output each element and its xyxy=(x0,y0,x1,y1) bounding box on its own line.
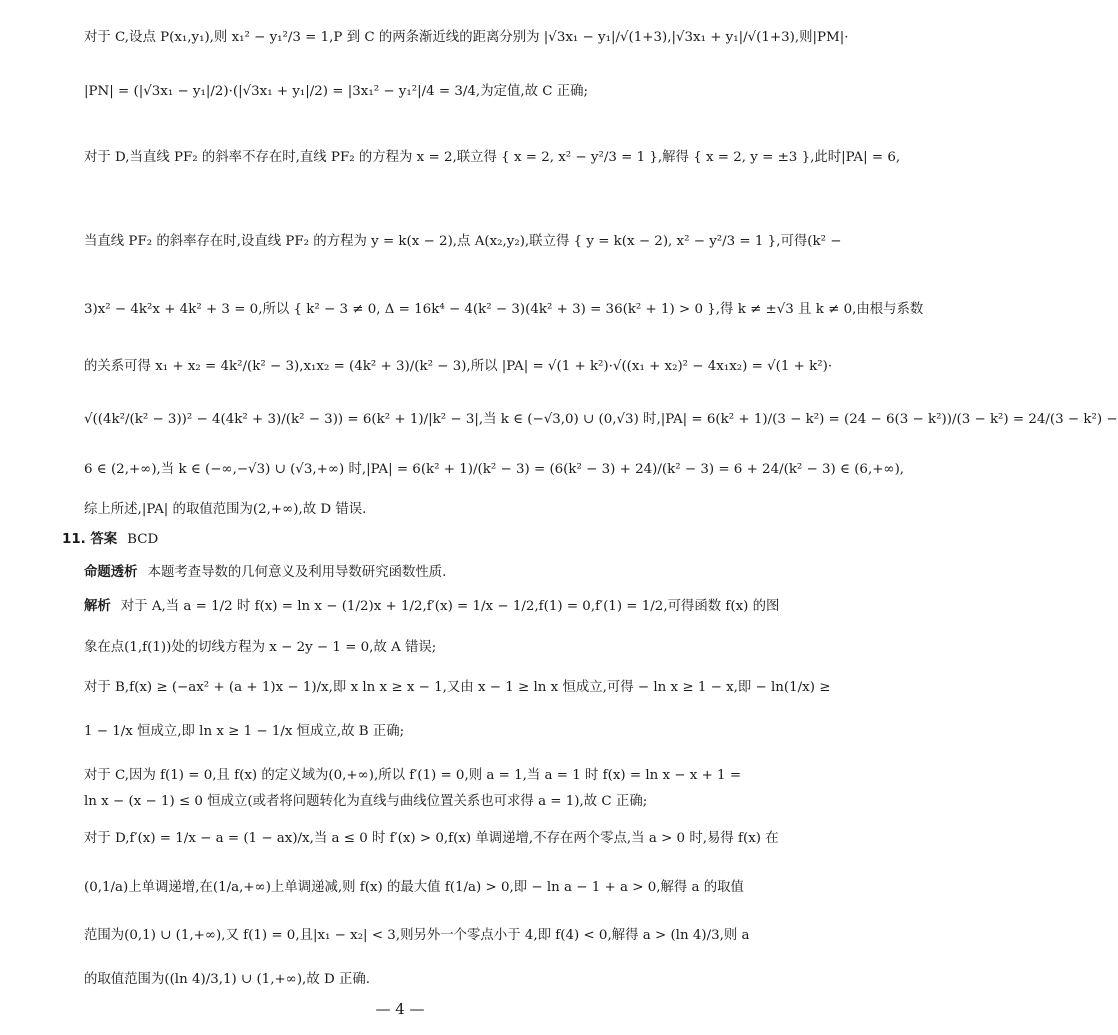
answer-value: BCD xyxy=(127,532,159,547)
answer-line xyxy=(62,530,760,550)
section-label: 命题透析 xyxy=(84,565,138,580)
text-line: 对于 C,设点 P(x₁,y₁),则 x₁² − y₁²/3 = 1,P 到 C 的两条渐近线的距离分别为 |√3x₁ − y₁|/√(1+3),|√3x₁ + y₁|/√(1+3),则|PM|· xyxy=(84,30,849,45)
text-line: (0,1/a)上单调递增,在(1/a,+∞)上单调递减,则 f(x) 的最大值 f(1/a) > 0,即 − ln a − 1 + a > 0,解得 a 的取值 xyxy=(84,880,744,895)
text-line: 当直线 PF₂ 的斜率存在时,设直线 PF₂ 的方程为 y = k(x − 2),点 A(x₂,y₂),联立得 { y = k(x − 2), x² − y²/3 = 1 },可得(k² − xyxy=(84,234,842,249)
section-label: 解析 xyxy=(84,599,111,614)
text-line: 象在点(1,f(1))处的切线方程为 x − 2y − 1 = 0,故 A 错误; xyxy=(84,640,437,655)
text-line: ln x − (x − 1) ≤ 0 恒成立(或者将问题转化为直线与曲线位置关系也可求得 a = 1),故 C 正确; xyxy=(84,794,648,809)
text-line: |PN| = (|√3x₁ − y₁|/2)·(|√3x₁ + y₁|/2) = |3x₁² − y₁²|/4 = 3/4,为定值,故 C 正确; xyxy=(84,84,589,99)
text-line: 对于 B,f(x) ≥ (−ax² + (a + 1)x − 1)/x,即 x ln x ≥ x − 1,又由 x − 1 ≥ ln x 恒成立,可得 − ln x ≥ 1 − x,即 − ln(1/x) ≥ xyxy=(84,680,831,695)
text-line: 1 − 1/x 恒成立,即 ln x ≥ 1 − 1/x 恒成立,故 B 正确; xyxy=(84,724,405,739)
text-line: 3)x² − 4k²x + 4k² + 3 = 0,所以 { k² − 3 ≠ 0, Δ = 16k⁴ − 4(k² − 3)(4k² + 3) = 36(k² + 1) > 0 },得 k ≠ ±√3 且 k ≠ 0,由根与系数 xyxy=(84,302,924,317)
text-line: 的关系可得 x₁ + x₂ = 4k²/(k² − 3),x₁x₂ = (4k² + 3)/(k² − 3),所以 |PA| = √(1 + k²)·√((x₁ + x₂)² − 4x₁x₂) = √(1 + k²)· xyxy=(84,359,833,374)
text-line: 对于 D,f′(x) = 1/x − a = (1 − ax)/x,当 a ≤ 0 时 f′(x) > 0,f(x) 单调递增,不存在两个零点,当 a > 0 时,易得 f(x) 在 xyxy=(84,831,779,846)
text-line: √((4k²/(k² − 3))² − 4(4k² + 3)/(k² − 3)) = 6(k² + 1)/|k² − 3|,当 k ∈ (−√3,0) ∪ (0,√3) 时,|PA| = 6(k² + 1)/(3 − k²) = (24 − 6(3 − k²))/(3 − k²) = 24/(3 − k²) − xyxy=(84,412,1118,427)
text-line: 的取值范围为((ln 4)/3,1) ∪ (1,+∞),故 D 正确. xyxy=(84,972,370,987)
analysis-line: 解析 对于 A,当 a = 1/2 时 f(x) = ln x − (1/2)x + 1/2,f′(x) = 1/x − 1/2,f(1) = 0,f′(1) = 1/2,可得函数 f(x) 的图 xyxy=(84,599,780,614)
text-line: 6 ∈ (2,+∞),当 k ∈ (−∞,−√3) ∪ (√3,+∞) 时,|PA| = 6(k² + 1)/(k² − 3) = (6(k² − 3) + 24)/(k² − 3) = 6 + 24/(k² − 3) ∈ (6,+∞), xyxy=(84,462,905,477)
text-line: 综上所述,|PA| 的取值范围为(2,+∞),故 D 错误. xyxy=(84,502,367,517)
analysis-intent-line: 命题透析 本题考查导数的几何意义及利用导数研究函数性质. xyxy=(84,565,447,580)
answer-label: 11. 答案 xyxy=(62,532,118,547)
text-line: 对于 C,因为 f(1) = 0,且 f(x) 的定义域为(0,+∞),所以 f′(1) = 0,则 a = 1,当 a = 1 时 f(x) = ln x − x + 1 = xyxy=(84,768,742,783)
text-line: 范围为(0,1) ∪ (1,+∞),又 f(1) = 0,且|x₁ − x₂| < 3,则另外一个零点小于 4,即 f(4) < 0,解得 a > (ln 4)/3,则 a xyxy=(84,928,750,943)
text-line: 对于 D,当直线 PF₂ 的斜率不存在时,直线 PF₂ 的方程为 x = 2,联立得 { x = 2, x² − y²/3 = 1 },解得 { x = 2, y = ±3 },此时|PA| = 6, xyxy=(84,150,901,165)
page-number: — 4 — xyxy=(375,1000,425,1018)
